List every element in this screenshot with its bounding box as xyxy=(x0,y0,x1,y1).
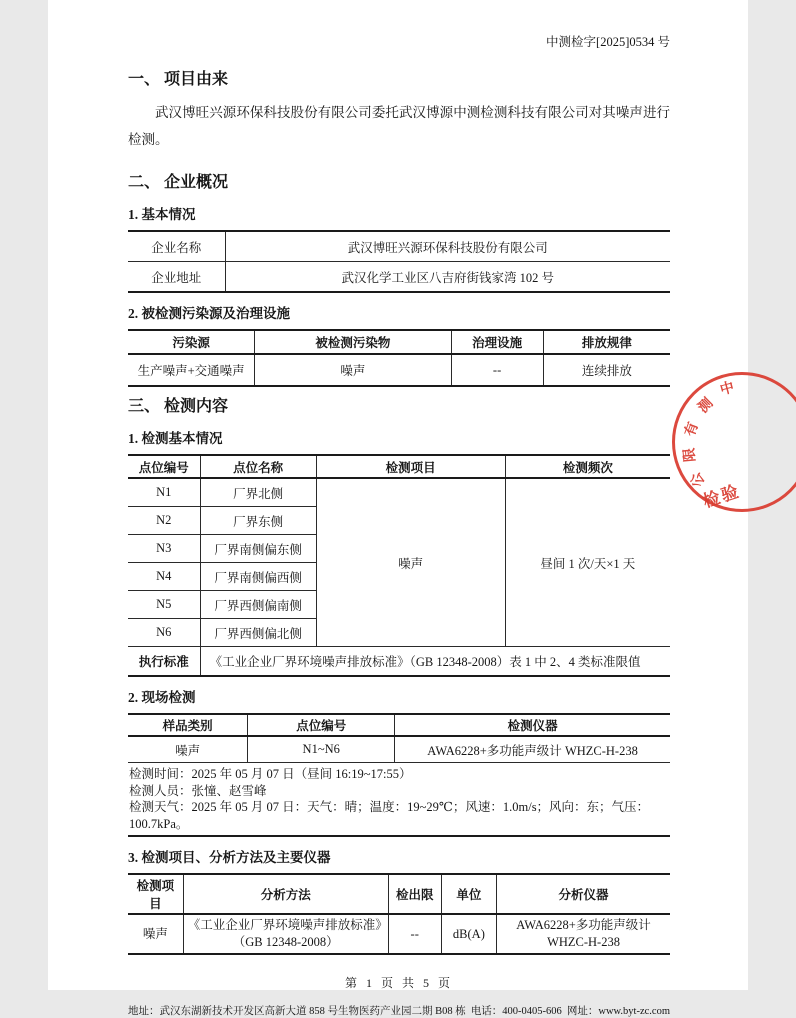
subsection-site-test-title: 2. 现场检测 xyxy=(128,690,196,705)
table-row xyxy=(128,354,670,386)
site-test-notes xyxy=(128,763,670,837)
company-name-label: 企业名称 xyxy=(128,231,225,262)
point-name: 厂界西侧偏南侧 xyxy=(200,591,316,619)
instrument-value: AWA6228+多功能声级计 WHZC-H-238 xyxy=(395,736,670,763)
company-address-label: 企业地址 xyxy=(128,262,225,293)
document-ref-number: 中测检字[2025]0534 号 xyxy=(546,35,670,49)
point-id: N6 xyxy=(128,619,200,647)
table-header-row xyxy=(128,874,670,914)
treatment-facility-value: -- xyxy=(451,354,543,386)
point-id: N3 xyxy=(128,535,200,563)
col-point-id: 点位编号 xyxy=(128,455,200,478)
point-id: N5 xyxy=(128,591,200,619)
footer-website: 网址：www.byt-zc.com xyxy=(566,1006,670,1017)
instrument-cell xyxy=(497,914,670,954)
red-seal-stamp xyxy=(672,372,796,512)
footer-address: 地址：武汉东湖新技术开发区高新大道 858 号生物医药产业园二期 B08 栋 xyxy=(128,1006,466,1017)
test-time-note: 检测时间：2025 年 05 月 07 日（昼间 16:19~17:55） xyxy=(129,767,412,781)
point-name: 厂界西侧偏北侧 xyxy=(200,619,316,647)
point-id: N4 xyxy=(128,563,200,591)
instrument-line-1: AWA6228+多功能声级计 xyxy=(516,918,651,932)
section-2-title: 二、 企业概况 xyxy=(128,174,229,191)
page-number: 第 1 页 共 5 页 xyxy=(344,976,453,990)
test-personnel-note: 检测人员：张憧、赵雪峰 xyxy=(129,783,267,798)
company-name-value: 武汉博旺兴源环保科技股份有限公司 xyxy=(225,231,670,262)
subsection-pollution-title: 2. 被检测污染源及治理设施 xyxy=(128,306,290,321)
method-item-value: 噪声 xyxy=(128,914,183,954)
point-id: N2 xyxy=(128,507,200,535)
report-page xyxy=(48,0,748,1017)
seal-ring xyxy=(672,372,796,512)
footer-contact-line xyxy=(128,1003,670,1018)
seal-arc-char: 有 xyxy=(681,419,701,439)
site-test-table xyxy=(128,713,670,837)
point-name: 厂界南侧偏西侧 xyxy=(200,563,316,591)
table-row xyxy=(128,262,670,293)
col-point-name: 点位名称 xyxy=(200,455,316,478)
col-sample-type: 样品类别 xyxy=(128,714,248,736)
table-row xyxy=(128,736,670,763)
table-header-row xyxy=(128,330,670,354)
col-analysis-instrument: 分析仪器 xyxy=(497,874,670,914)
seal-arc-char: 公 xyxy=(686,469,708,491)
pollution-source-value: 生产噪声+交通噪声 xyxy=(128,354,255,386)
pollution-source-table xyxy=(128,329,670,387)
test-frequency-merged: 昼间 1 次/天×1 天 xyxy=(505,478,670,647)
seal-arc-char: 测 xyxy=(694,394,716,416)
monitoring-points-table xyxy=(128,454,670,677)
tested-pollutant-value: 噪声 xyxy=(255,354,451,386)
table-header-row xyxy=(128,455,670,478)
point-name: 厂界北侧 xyxy=(200,478,316,507)
table-row xyxy=(128,647,670,677)
company-info-table xyxy=(128,230,670,293)
emission-pattern-value: 连续排放 xyxy=(543,354,670,386)
subsection-monitoring-basic-title: 1. 检测基本情况 xyxy=(128,431,223,446)
col-test-frequency: 检测频次 xyxy=(505,455,670,478)
section-3-title: 三、 检测内容 xyxy=(128,398,229,415)
table-header-row xyxy=(128,714,670,736)
subsection-basic-info-title: 1. 基本情况 xyxy=(128,207,196,222)
analysis-method-table xyxy=(128,873,670,955)
company-address-value: 武汉化学工业区八吉府街钱家湾 102 号 xyxy=(225,262,670,293)
col-detection-limit: 检出限 xyxy=(388,874,441,914)
unit-value: dB(A) xyxy=(441,914,496,954)
col-test-item: 检测项目 xyxy=(316,455,505,478)
col-tested-pollutant: 被检测污染物 xyxy=(255,330,451,354)
col-pollution-source: 污染源 xyxy=(128,330,255,354)
point-name: 厂界东侧 xyxy=(200,507,316,535)
method-line-2: （GB 12348-2008） xyxy=(232,935,339,949)
detection-limit-value: -- xyxy=(388,914,441,954)
col-test-item: 检测项目 xyxy=(128,874,183,914)
table-row xyxy=(128,914,670,954)
method-standard-value xyxy=(183,914,388,954)
point-ids-value: N1~N6 xyxy=(248,736,395,763)
point-name: 厂界南侧偏东侧 xyxy=(200,535,316,563)
subsection-method-title: 3. 检测项目、分析方法及主要仪器 xyxy=(128,850,331,865)
method-line-1: 《工业企业厂界环境噪声排放标准》 xyxy=(187,918,388,932)
table-row xyxy=(128,763,670,837)
report-content xyxy=(128,34,670,1018)
section-1-title: 一、 项目由来 xyxy=(128,71,229,88)
seal-bottom-text: 检验 xyxy=(700,481,743,512)
seal-arc-char: 限 xyxy=(680,447,698,463)
table-row xyxy=(128,478,670,507)
col-point-ids: 点位编号 xyxy=(248,714,395,736)
standard-label: 执行标准 xyxy=(128,647,200,677)
footer-phone: 电话：400-0405-606 xyxy=(470,1006,562,1017)
point-id: N1 xyxy=(128,478,200,507)
sample-type-value: 噪声 xyxy=(128,736,248,763)
section-1-paragraph: 武汉博旺兴源环保科技股份有限公司委托武汉博源中测检测科技有限公司对其噪声进行检测。 xyxy=(128,105,670,147)
col-analysis-method: 分析方法 xyxy=(183,874,388,914)
test-weather-note: 检测天气：2025 年 05 月 07 日：天气：晴；温度：19~29℃；风速：1.0m/s；风向：东；气压：100.7kPa。 xyxy=(129,800,650,831)
instrument-line-2: WHZC-H-238 xyxy=(547,935,620,949)
col-emission-pattern: 排放规律 xyxy=(543,330,670,354)
seal-arc-char: 中 xyxy=(718,378,736,398)
col-instrument: 检测仪器 xyxy=(395,714,670,736)
table-row xyxy=(128,231,670,262)
col-treatment-facility: 治理设施 xyxy=(451,330,543,354)
col-unit: 单位 xyxy=(441,874,496,914)
test-item-merged: 噪声 xyxy=(316,478,505,647)
standard-value: 《工业企业厂界环境噪声排放标准》（GB 12348-2008）表 1 中 2、4 类标准限值 xyxy=(200,647,670,677)
